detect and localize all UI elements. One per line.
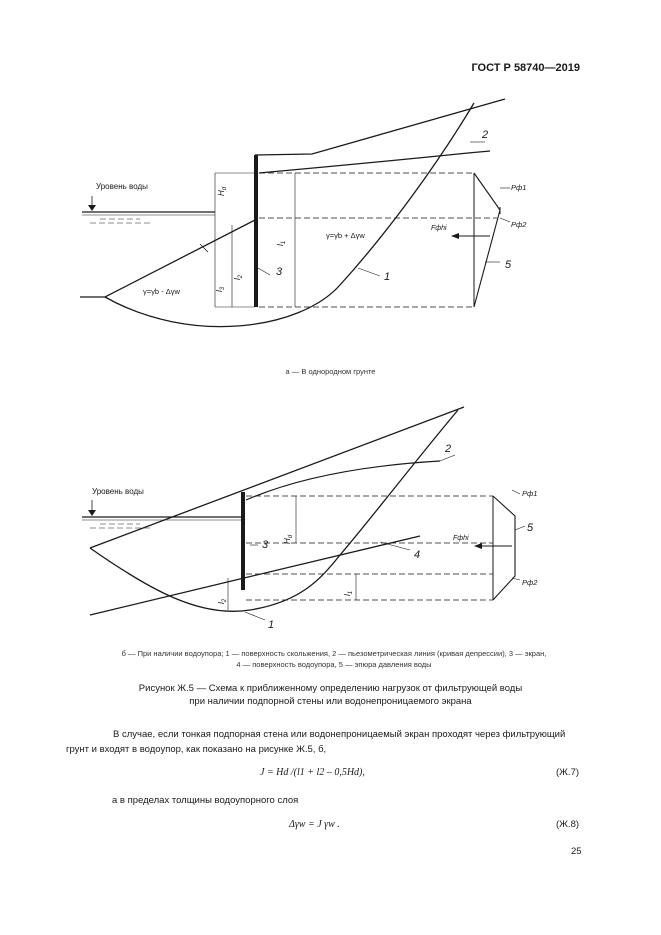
left-slope-a xyxy=(80,220,255,297)
force-label-b: Fфhi xyxy=(453,535,469,542)
page-number: 25 xyxy=(571,846,582,857)
legend-line-1: б — При наличии водоупора; 1 — поверхность скольжения, 2 — пьезометрическая линия (кривая депрессии), 3 — экран, xyxy=(121,649,547,658)
label-hd-a: $H_d$ xyxy=(217,186,228,196)
water-level-label-a: Уровень воды xyxy=(96,182,148,191)
label-l2-b: $l_2$ xyxy=(217,598,228,604)
ground-surface-a xyxy=(255,99,505,155)
pressure-diagram-b xyxy=(493,496,515,600)
label-l2-a: $l_2$ xyxy=(233,274,244,280)
formula-delta-gamma: Δγw = J γw . xyxy=(289,819,340,830)
paragraph-2: а в пределах толщины водоупорного слоя xyxy=(112,795,299,806)
formula-j: J = Hd /(l1 + l2 – 0,5Hd), xyxy=(260,767,365,778)
label-hd-b: $H_d$ xyxy=(283,534,294,544)
paragraph-1 xyxy=(66,727,588,757)
num-1-a: 1 xyxy=(384,271,391,283)
num-2-a: 2 xyxy=(482,129,489,141)
label-l1-b: $l_1$ xyxy=(343,590,354,596)
num-3-a: 3 xyxy=(276,266,283,278)
num-1-b: 1 xyxy=(268,619,275,631)
num-5-b: 5 xyxy=(527,522,534,534)
p1-label-b: Pф1 xyxy=(522,489,538,498)
water-level-label-b: Уровень воды xyxy=(92,487,144,496)
p2-label-a: Pф2 xyxy=(511,220,527,229)
formula-delta-gamma-number: (Ж.8) xyxy=(556,819,580,830)
figure-title-line-2: при наличии подпорной стены или водонепроницаемого экрана xyxy=(189,696,472,707)
pressure-diagram-a xyxy=(474,173,500,307)
num-5-a: 5 xyxy=(505,259,512,271)
legend-line-2: 4 — поверхность водоупора, 5 — эпюра давления воды xyxy=(236,660,432,669)
figure-b-labels xyxy=(92,443,538,631)
figure-title-line-1: Рисунок Ж.5 — Схема к приближенному определению нагрузок от фильтрующей воды xyxy=(138,683,523,694)
wall-b xyxy=(241,492,245,590)
figure-a-caption: а — В однородном грунте xyxy=(285,367,376,376)
label-l3-a: $l_3$ xyxy=(215,286,226,292)
gamma-lower-a: γ=γb - Δγw xyxy=(143,287,180,296)
wall-a xyxy=(254,155,258,307)
p1-label-a: Pф1 xyxy=(511,183,527,192)
num-3-b: 3 xyxy=(262,539,269,551)
ground-surface-b xyxy=(90,407,464,548)
force-label-a: Fфhi xyxy=(431,225,447,232)
num-4-b: 4 xyxy=(414,549,421,561)
aquiclude-surface-b xyxy=(90,536,420,615)
standard-header: ГОСТ Р 58740—2019 xyxy=(471,62,580,74)
figure-b-legend xyxy=(64,648,604,670)
formula-j-number: (Ж.7) xyxy=(556,767,580,778)
gamma-upper-a: γ=γb + Δγw xyxy=(326,231,365,240)
num-2-b: 2 xyxy=(445,443,452,455)
figure-b xyxy=(82,407,525,620)
slip-surface-b xyxy=(90,410,458,611)
label-l1-a: $l_1$ xyxy=(276,240,287,246)
paragraph-1-text: В случае, если тонкая подпорная стена или водонепроницаемый экран проходят через фильтрующий грунт и входят в водоупор, как показано на рисунке Ж.5, б, xyxy=(66,729,566,755)
figure-title xyxy=(0,682,661,708)
p2-label-b: Pф2 xyxy=(522,578,538,587)
